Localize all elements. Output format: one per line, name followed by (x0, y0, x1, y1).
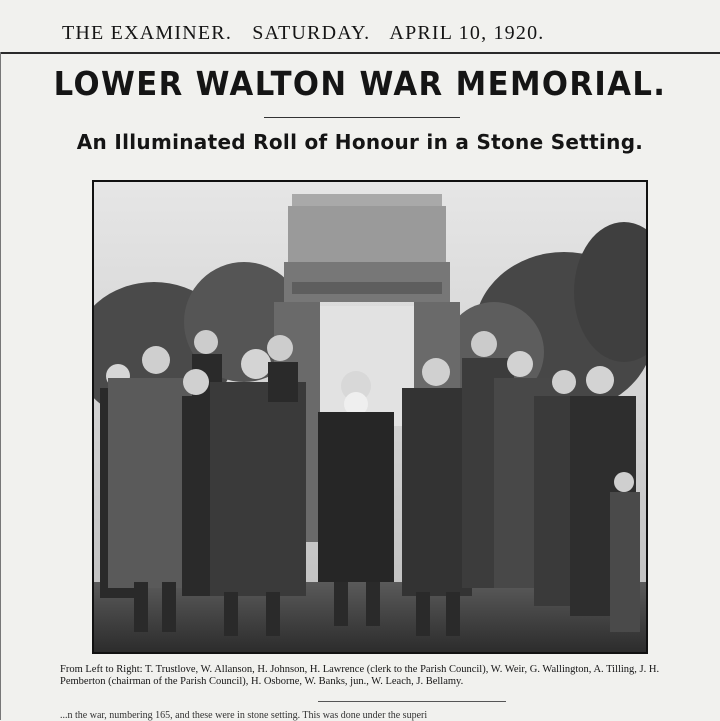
headline-rule (264, 117, 460, 118)
man-4 (182, 369, 212, 596)
article-body-fragment: ...n the war, numbering 165, and these were in stone setting. This was done under the superi (60, 710, 428, 721)
photo-scene (94, 182, 646, 652)
newspaper-name: THE EXAMINER. (62, 22, 233, 44)
memorial-photograph (92, 180, 648, 654)
caption-rule (318, 701, 506, 702)
masthead-line (62, 22, 558, 45)
boy (610, 472, 640, 632)
issue-day: SATURDAY. (252, 22, 371, 44)
issue-date: APRIL 10, 1920. (389, 22, 545, 44)
man-8 (402, 358, 472, 636)
headline: LOWER WALTON WAR MEMORIAL. (53, 64, 667, 103)
masthead (0, 0, 720, 54)
photo-caption: From Left to Right: T. Trustlove, W. Allanson, H. Johnson, H. Lawrence (clerk to the Parish Council), W. Weir, G. Wallington, A. Tilling, J. H. Pemberton (chairman of the Parish Council), H. Osborne, W. Banks, jun., W. Leach, J. Bellamy. (60, 664, 660, 687)
subheadline: An Illuminated Roll of Honour in a Stone Setting. (76, 130, 644, 154)
